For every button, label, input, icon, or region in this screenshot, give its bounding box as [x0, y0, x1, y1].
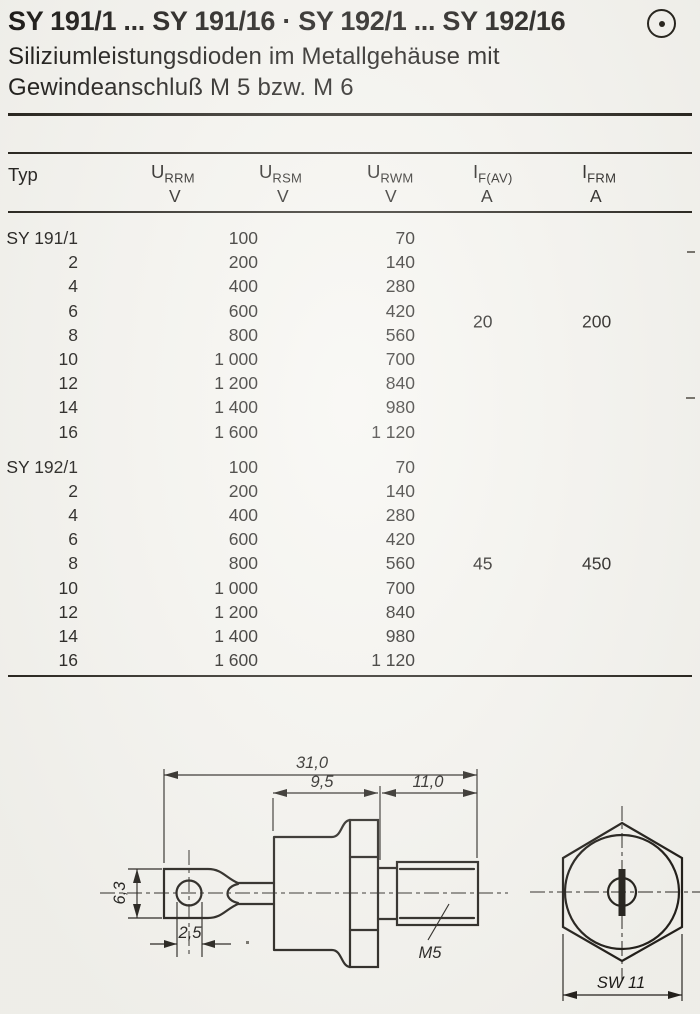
- urwm-value: 280: [385, 276, 415, 297]
- urwm-value: 70: [395, 228, 415, 248]
- ursm-value: [258, 648, 330, 672]
- typ-cell: 10: [58, 348, 78, 369]
- ifrm-group-value: 450: [582, 553, 612, 574]
- ursm-value: [258, 600, 330, 624]
- table-row: [0, 371, 700, 395]
- col-header-ifrm: $I_{FRM}$: [582, 161, 617, 186]
- dim-arrow: [133, 869, 141, 883]
- urrm-value: 800: [228, 324, 258, 345]
- urrm-value: 400: [228, 505, 258, 526]
- ursm-value: [258, 226, 330, 250]
- typ-cell: 16: [58, 650, 78, 671]
- urrm-value: 600: [228, 300, 258, 321]
- package-outline-drawing: [0, 690, 700, 1014]
- ifav-group-value: 45: [473, 553, 493, 574]
- ifrm-group-value: 200: [582, 311, 612, 332]
- ursm-value: [258, 551, 330, 575]
- table-row: [0, 527, 700, 551]
- ursm-value: [258, 274, 330, 298]
- typ-cell: SY 192/1: [6, 456, 78, 477]
- urwm-value: 140: [385, 480, 415, 501]
- table-row: [0, 250, 700, 274]
- ratings-table: [0, 226, 700, 672]
- subtitle-line-2: Gewindeanschluß M 5 bzw. M 6: [8, 74, 354, 101]
- dim-arrow: [463, 771, 477, 779]
- scan-speck: [686, 397, 695, 399]
- table-row: [0, 274, 700, 298]
- ursm-value: [258, 455, 330, 479]
- horizontal-rule: [8, 152, 692, 154]
- dim-arrow: [563, 991, 577, 999]
- ursm-value: [258, 250, 330, 274]
- dim-line-body: [273, 786, 380, 860]
- urrm-value: 100: [228, 228, 258, 248]
- col-unit-ursm: V: [277, 186, 289, 206]
- thread-label: M5: [418, 944, 442, 962]
- typ-cell: SY 191/1: [6, 228, 78, 248]
- urrm-value: 800: [228, 553, 258, 574]
- table-row: [0, 226, 700, 250]
- dim-text-total: 31,0: [295, 754, 329, 772]
- typ-cell: 8: [68, 553, 78, 574]
- ursm-value: [258, 323, 330, 347]
- subtitle-line-1: Siliziumleistungsdioden im Metallgehäuse mit: [8, 43, 500, 70]
- typ-cell: 6: [68, 529, 78, 550]
- urwm-value: 1 120: [371, 421, 415, 442]
- urwm-value: 840: [385, 373, 415, 394]
- urrm-value: 1 000: [214, 577, 258, 598]
- col-unit-ifrm: A: [590, 186, 602, 206]
- col-unit-ifav: A: [481, 186, 493, 206]
- ursm-value: [258, 347, 330, 371]
- ursm-value: [258, 395, 330, 419]
- urrm-value: 1 000: [214, 348, 258, 369]
- dim-arrow: [668, 991, 682, 999]
- table-group-sy191: [0, 226, 700, 444]
- dim-arrow: [202, 940, 215, 948]
- urwm-value: 420: [385, 529, 415, 550]
- urwm-value: 840: [385, 601, 415, 622]
- col-header-typ: Typ: [8, 164, 38, 185]
- table-row: [0, 347, 700, 371]
- typ-cell: 10: [58, 577, 78, 598]
- table-bottom-rule: [8, 675, 692, 677]
- urwm-value: 980: [385, 626, 415, 646]
- thread-leader-line: [428, 904, 449, 940]
- urrm-value: 200: [228, 480, 258, 501]
- col-unit-urwm: V: [385, 186, 397, 206]
- dim-arrow: [382, 789, 396, 797]
- typ-cell: 12: [58, 601, 78, 622]
- ursm-value: [258, 420, 330, 444]
- urrm-value: 1 600: [214, 421, 258, 442]
- scan-speck: [687, 251, 695, 253]
- page-title: SY 191/1 ... SY 191/16 · SY 192/1 ... SY 192/16: [8, 6, 566, 36]
- table-row: [0, 503, 700, 527]
- urrm-value: 600: [228, 529, 258, 550]
- ursm-value: [258, 624, 330, 648]
- urrm-value: 1 600: [214, 650, 258, 671]
- scan-speck: [246, 941, 249, 944]
- dim-arrow: [133, 904, 141, 918]
- urwm-value: 140: [385, 252, 415, 273]
- col-header-urrm: $U_{RRM}$: [151, 161, 195, 186]
- urwm-value: 700: [385, 577, 415, 598]
- table-row: [0, 455, 700, 479]
- typ-cell: 14: [58, 397, 78, 418]
- wrench-size-label: SW 11: [596, 974, 646, 992]
- urrm-value: 100: [228, 456, 258, 477]
- typ-cell: 4: [68, 505, 78, 526]
- typ-cell: 2: [68, 252, 78, 273]
- ursm-value: [258, 371, 330, 395]
- table-row: [0, 420, 700, 444]
- urwm-value: 420: [385, 300, 415, 321]
- urrm-value: 1 200: [214, 373, 258, 394]
- ursm-value: [258, 479, 330, 503]
- circled-dot-center: [659, 21, 665, 27]
- col-unit-urrm: V: [169, 186, 181, 206]
- urwm-value: 1 120: [371, 650, 415, 671]
- urwm-value: 560: [385, 324, 415, 345]
- dim-text-body: 9,5: [310, 773, 334, 791]
- dim-arrow: [164, 771, 178, 779]
- typ-cell: 6: [68, 300, 78, 321]
- ursm-value: [258, 299, 330, 323]
- table-row: [0, 395, 700, 419]
- typ-cell: 16: [58, 421, 78, 442]
- col-header-ifav: $I_{F(AV)}$: [473, 161, 513, 186]
- table-header-rule: [8, 211, 692, 213]
- typ-cell: 14: [58, 626, 78, 646]
- urwm-value: 70: [395, 456, 415, 477]
- urwm-value: 560: [385, 553, 415, 574]
- ursm-value: [258, 527, 330, 551]
- dim-arrow: [164, 940, 177, 948]
- table-row: [0, 576, 700, 600]
- urrm-value: 200: [228, 252, 258, 273]
- ifav-group-value: 20: [473, 311, 493, 332]
- dim-arrow: [463, 789, 477, 797]
- horizontal-rule-thick: [8, 113, 692, 116]
- typ-cell: 8: [68, 324, 78, 345]
- typ-cell: 4: [68, 276, 78, 297]
- table-group-sy192: [0, 455, 700, 673]
- urrm-value: 1 400: [214, 397, 258, 418]
- dim-text-lug-height: 6,3: [111, 881, 129, 905]
- ursm-value: [258, 576, 330, 600]
- dim-text-stud: 11,0: [412, 773, 444, 791]
- urwm-value: 280: [385, 505, 415, 526]
- urwm-value: 700: [385, 348, 415, 369]
- col-header-urwm: $U_{RWM}$: [367, 161, 414, 186]
- urrm-value: 400: [228, 276, 258, 297]
- typ-cell: 12: [58, 373, 78, 394]
- page-subtitle: [8, 41, 668, 103]
- table-row: [0, 648, 700, 672]
- dim-arrow: [364, 789, 378, 797]
- urrm-value: 1 400: [214, 626, 258, 646]
- circled-dot-icon: [647, 9, 676, 38]
- table-row: [0, 624, 700, 648]
- table-row: [0, 600, 700, 624]
- typ-cell: 2: [68, 480, 78, 501]
- urwm-value: 980: [385, 397, 415, 418]
- col-header-ursm: $U_{RSM}$: [259, 161, 303, 186]
- screwdriver-slot: [619, 869, 626, 916]
- urrm-value: 1 200: [214, 601, 258, 622]
- table-row: [0, 479, 700, 503]
- dim-text-hole: 2,5: [178, 924, 202, 942]
- ursm-value: [258, 503, 330, 527]
- dim-arrow: [273, 789, 287, 797]
